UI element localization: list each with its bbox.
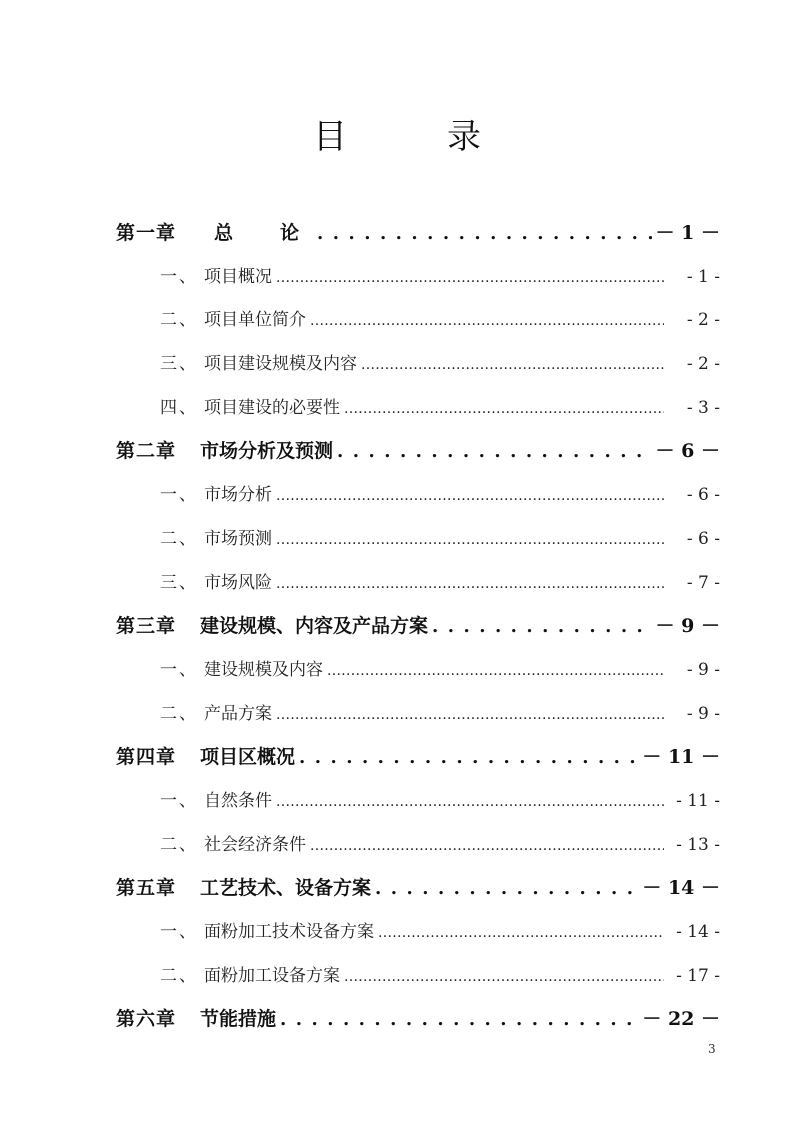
toc-entry-title: 市场分析 (204, 485, 272, 506)
toc-entry-title: 项目建设的必要性 (204, 397, 340, 418)
toc-section-row[interactable] (116, 649, 720, 693)
toc-entry-title: 建设规模及内容 (204, 659, 323, 680)
title-char-right: 录 (447, 117, 481, 157)
toc-section-row[interactable] (116, 955, 720, 999)
toc-chapter-number: 第二章 (116, 440, 177, 463)
toc-section-row[interactable] (116, 693, 720, 737)
toc-entry-title: 面粉加工设备方案 (204, 965, 340, 986)
toc-chapter-number: 第五章 (116, 877, 177, 900)
toc-page-number: - 1 - (686, 266, 720, 287)
toc-section-number: 二、 (160, 834, 198, 855)
toc-dot-leader (344, 387, 664, 432)
toc-entry-title: 工艺技术、设备方案 (200, 877, 372, 900)
toc-section-number: 二、 (160, 528, 198, 549)
toc-page-number: - 6 - (686, 485, 720, 506)
toc-chapter-row[interactable] (116, 605, 720, 649)
toc-page-number: - 11 - (676, 790, 720, 811)
toc-dot-leader (276, 256, 664, 301)
toc-entry-title: 建设规模、内容及产品方案 (200, 615, 429, 638)
toc-chapter-row[interactable] (116, 736, 720, 780)
toc-page-number: - 6 - (686, 528, 720, 549)
toc-page-number: - 9 - (686, 659, 720, 680)
toc-entry-title: 社会经济条件 (204, 834, 306, 855)
toc-page-number: - 14 - (676, 922, 720, 942)
toc-section-row[interactable] (116, 780, 720, 824)
toc-chapter-row[interactable] (116, 998, 720, 1042)
toc-page-number: － 14 － (642, 877, 720, 900)
toc-section-number: 三、 (160, 572, 198, 593)
toc-entry-title: 自然条件 (204, 790, 272, 811)
toc-section-number: 二、 (160, 703, 198, 724)
title-char-left: 目 (313, 117, 347, 157)
toc-dot-leader (280, 998, 638, 1042)
toc-dot-leader (361, 343, 664, 388)
page-number: 3 (708, 1042, 716, 1056)
toc-section-row[interactable] (116, 299, 720, 343)
toc-page-number: - 13 - (676, 834, 720, 855)
toc-page-number: － 11 － (642, 746, 720, 769)
toc-dot-leader (276, 693, 664, 738)
toc-entry-title: 项目概况 (204, 266, 272, 287)
toc-section-row[interactable] (116, 256, 720, 300)
toc-dot-leader (317, 212, 652, 256)
toc-section-number: 一、 (160, 266, 198, 287)
toc-section-number: 一、 (160, 659, 198, 680)
toc-entry-title: 项目区概况 (200, 746, 296, 769)
toc-dot-leader (310, 299, 664, 344)
toc-section-row[interactable] (116, 474, 720, 518)
table-of-contents (116, 212, 720, 1042)
toc-page-number: － 9 － (655, 615, 720, 638)
toc-entry-title: 市场分析及预测 (200, 440, 334, 463)
toc-dot-leader (276, 562, 664, 607)
toc-section-number: 二、 (160, 965, 198, 986)
toc-dot-leader (276, 518, 664, 563)
toc-dot-leader (378, 911, 664, 956)
toc-dot-leader (327, 649, 664, 694)
toc-dot-leader (375, 867, 638, 911)
toc-dot-leader (299, 736, 638, 780)
toc-section-number: 二、 (160, 310, 198, 331)
toc-page-number: - 17 - (676, 965, 720, 986)
toc-entry-title: 项目建设规模及内容 (204, 354, 357, 375)
toc-section-number: 一、 (160, 922, 198, 942)
toc-entry-title: 总 论 (214, 222, 314, 244)
toc-section-number: 三、 (160, 354, 198, 375)
toc-page-number: - 9 - (686, 703, 720, 724)
toc-dot-leader (276, 474, 664, 519)
toc-entry-title: 项目单位简介 (204, 310, 306, 331)
toc-section-number: 一、 (160, 790, 198, 811)
toc-entry-title: 市场预测 (204, 528, 272, 549)
toc-page-number: － 22 － (642, 1008, 720, 1031)
toc-entry-title: 市场风险 (204, 572, 272, 593)
toc-dot-leader (432, 605, 652, 649)
toc-section-row[interactable] (116, 518, 720, 562)
toc-entry-title: 节能措施 (200, 1008, 277, 1031)
toc-chapter-number: 第六章 (116, 1008, 177, 1031)
toc-dot-leader (276, 780, 664, 825)
toc-chapter-number: 第四章 (116, 746, 177, 769)
toc-dot-leader (310, 824, 664, 869)
toc-chapter-row[interactable] (116, 212, 720, 256)
toc-page-number: － 1 － (655, 222, 720, 244)
toc-section-number: 一、 (160, 485, 198, 506)
toc-section-row[interactable] (116, 562, 720, 606)
toc-section-row[interactable] (116, 911, 720, 955)
toc-page-number: － 6 － (655, 440, 720, 463)
toc-chapter-number: 第一章 (116, 222, 177, 244)
toc-page-number: - 3 - (686, 397, 720, 418)
toc-page-number: - 7 - (686, 572, 720, 593)
toc-page-number: - 2 - (686, 310, 720, 331)
toc-dot-leader (344, 955, 664, 1000)
toc-section-row[interactable] (116, 824, 720, 868)
toc-entry-title: 产品方案 (204, 703, 272, 724)
toc-chapter-row[interactable] (116, 867, 720, 911)
toc-chapter-number: 第三章 (116, 615, 177, 638)
toc-page-number: - 2 - (686, 354, 720, 375)
toc-section-number: 四、 (160, 397, 198, 418)
toc-chapter-row[interactable] (116, 430, 720, 474)
toc-section-row[interactable] (116, 387, 720, 431)
toc-entry-title: 面粉加工技术设备方案 (204, 922, 374, 942)
toc-dot-leader (337, 430, 652, 474)
page-title (0, 112, 794, 162)
toc-section-row[interactable] (116, 343, 720, 387)
